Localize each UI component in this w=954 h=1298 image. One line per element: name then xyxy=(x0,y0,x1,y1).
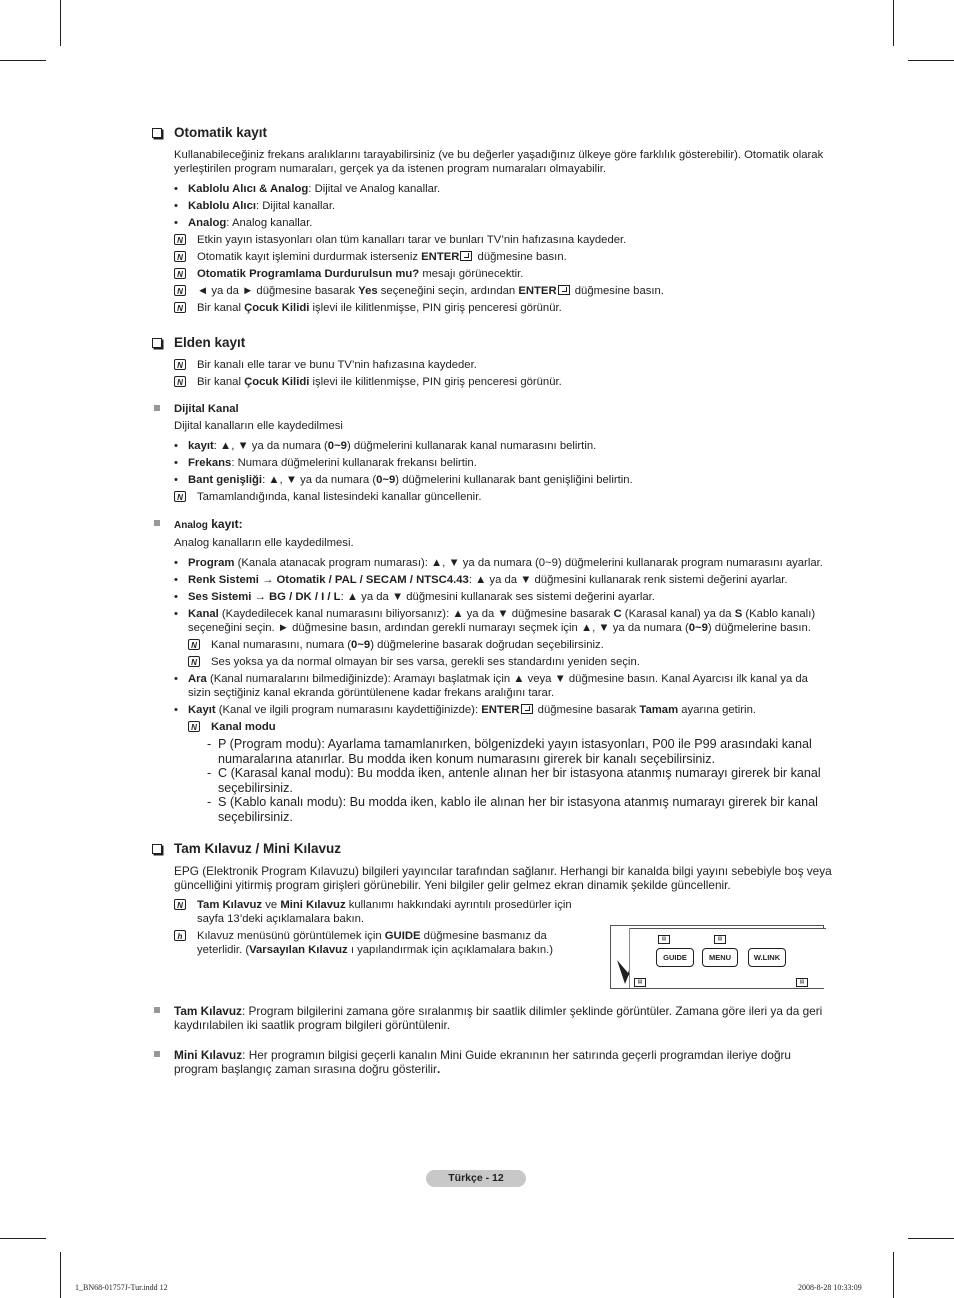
list-item: - S (Kablo kanalı modu): Bu modda iken, kablo ile alınan her bir istasyona atanmış numarayı girerek bir kanal seçebilirsiniz. xyxy=(207,795,832,824)
list-item: • Frekans: Numara düğmelerini kullanarak frekansı belirtin. xyxy=(174,456,832,470)
note: N Bir kanalı elle tarar ve bunu TV’nin hafızasına kaydeder. xyxy=(174,358,832,372)
note: h Kılavuz menüsünü görüntülemek için GUIDE düğmesine basmanız da yeterlidir. (Varsayılan Kılavuz ı yapılandırmak için açıklamalara bakın.) xyxy=(174,929,582,957)
crop-mark xyxy=(0,1238,46,1239)
note-icon: N xyxy=(174,234,186,245)
square-bullet-icon xyxy=(154,405,160,411)
note-icon: N xyxy=(174,268,186,279)
note-icon: N xyxy=(174,285,186,296)
note: N Kanal modu xyxy=(188,720,832,734)
crop-mark xyxy=(60,1252,61,1298)
section-title-kilavuz: Tam Kılavuz / Mini Kılavuz xyxy=(152,840,832,858)
note: N ◄ ya da ► düğmesine basarak Yes seçeneğini seçin, ardından ENTER düğmesine basın. xyxy=(174,284,832,298)
enter-icon xyxy=(558,285,570,295)
paragraph: Kullanabileceğiniz frekans aralıklarını tarayabilirsiniz (ve bu değerler yaşadığınız ülkeye göre farklılık gösterebilir). Otomatik olarak yerleştirilen program numaraları, gerçek ya da istenen program numaraları olmayabilir. xyxy=(174,149,824,175)
list-item: - P (Program modu): Ayarlama tamamlanırken, bölgenizdeki yayın istasyonları, P00 ile P99 arasındaki kanal numaralarına atanırlar. Bu modda iken konum numarasını girerek bir kanalı seçebilirsiniz. xyxy=(207,737,832,766)
crop-mark xyxy=(908,1238,954,1239)
note-icon: N xyxy=(174,359,186,370)
list-item: • Kayıt (Kanal ve ilgili program numarasını kaydettiğinizde): ENTER düğmesine basarak Tamam ayarına getirin. xyxy=(174,703,832,717)
bullet-list xyxy=(174,182,832,230)
subsection-title-analog: Analog kayıt: xyxy=(152,517,832,533)
crop-mark xyxy=(908,60,954,61)
list-item: - C (Karasal kanal modu): Bu modda iken, antenle alınan her bir istasyona atanmış numarayı girerek bir kanal seçebilirsiniz. xyxy=(207,766,832,795)
note: N Bir kanal Çocuk Kilidi işlevi ile kilitlenmişse, PIN giriş penceresi görünür. xyxy=(174,375,832,389)
footer-timestamp: 2008-8-28 10:33:09 xyxy=(798,1283,862,1292)
checkbox-bullet-icon xyxy=(152,844,162,854)
note-icon: N xyxy=(174,376,186,387)
paragraph-tam-kilavuz: Tam Kılavuz: Program bilgilerini zamana göre sıralanmış bir saatlik dilimler şeklinde görüntüler. Zamana göre ileri ya da geri kaydırılabilen iki saatlik program bilgileri görüntülenir. xyxy=(152,1004,832,1032)
crop-mark xyxy=(60,0,61,46)
remote-icon: ▤ xyxy=(714,935,726,944)
list-item: • Kablolu Alıcı & Analog: Dijital ve Analog kanallar. xyxy=(174,182,832,196)
enter-icon xyxy=(460,251,472,261)
list-item: • Ses Sistemi → BG / DK / I / L: ▲ ya da ▼ düğmesini kullanarak ses sistemi değerini ayarlar. xyxy=(174,590,832,604)
note-icon: N xyxy=(174,491,186,502)
note: N Otomatik Programlama Durdurulsun mu? mesajı görünecektir. xyxy=(174,267,832,281)
menu-button[interactable]: MENU xyxy=(702,948,738,967)
enter-icon xyxy=(521,704,533,714)
note: N Ses yoksa ya da normal olmayan bir ses varsa, gerekli ses standardını yeniden seçin. xyxy=(188,655,832,669)
guide-button[interactable]: GUIDE xyxy=(656,948,694,967)
crop-mark xyxy=(893,0,894,46)
subsection-title-dijital: Dijital Kanal xyxy=(152,402,832,416)
paragraph-mini-kilavuz: Mini Kılavuz: Her programın bilgisi geçerli kanalın Mini Guide ekranının her satırında geçerli programdan ileriye doğru program başlangıç zaman sırasına doğru gösterilir. xyxy=(152,1048,832,1076)
square-bullet-icon xyxy=(154,1007,160,1013)
note-icon: N xyxy=(188,639,200,650)
list-item: • Analog: Analog kanallar. xyxy=(174,216,832,230)
note: N Otomatik kayıt işlemini durdurmak isterseniz ENTER düğmesine basın. xyxy=(174,250,832,264)
hand-icon: h xyxy=(174,930,186,941)
crop-mark xyxy=(0,60,46,61)
list-item: • Kanal (Kaydedilecek kanal numarasını biliyorsanız): ▲ ya da ▼ düğmesine basarak C (Karasal kanal) ya da S (Kablo kanalı) seçeneğini seçin. ► düğmesine basın, ardından gerekli numarayı seçmek için ▲, ▼ ya da numara (0~9) düğmelerine basın. xyxy=(174,607,832,635)
checkbox-bullet-icon xyxy=(152,338,162,348)
note-icon: N xyxy=(188,721,200,732)
bullet-list xyxy=(174,672,832,717)
remote-control-illustration xyxy=(610,925,824,989)
square-bullet-icon xyxy=(154,1051,160,1057)
list-item: • Program (Kanala atanacak program numarası): ▲, ▼ ya da numara (0~9) düğmelerini kullanarak program numarasını ayarlar. xyxy=(174,556,832,570)
list-item: • Ara (Kanal numaralarını bilmediğinizde): Aramayı başlatmak için ▲ veya ▼ düğmesine basın. Kanal Ayarcısı ilk kanal ya da sizin seçtiğiniz kanal ekranda görüntülenene kadar frekans aralığını tarar. xyxy=(174,672,832,700)
square-bullet-icon xyxy=(154,520,160,526)
note: N Kanal numarasını, numara (0~9) düğmelerine basarak doğrudan seçebilirsiniz. xyxy=(188,638,832,652)
remote-body xyxy=(629,928,826,988)
remote-icon: ▤ xyxy=(658,935,670,944)
note-icon: N xyxy=(188,656,200,667)
section-title-elden-kayit: Elden kayıt xyxy=(152,334,832,352)
note: N Bir kanal Çocuk Kilidi işlevi ile kilitlenmişse, PIN giriş penceresi görünür. xyxy=(174,301,832,315)
remote-icon: ▤ xyxy=(634,978,646,987)
list-item: • Renk Sistemi → Otomatik / PAL / SECAM / NTSC4.43: ▲ ya da ▼ düğmesini kullanarak renk sistemi değerini ayarlar. xyxy=(174,573,832,587)
list-item: • kayıt: ▲, ▼ ya da numara (0~9) düğmelerini kullanarak kanal numarasını belirtin. xyxy=(174,439,832,453)
paragraph: Dijital kanalların elle kaydedilmesi xyxy=(174,420,343,432)
note: N Tamamlandığında, kanal listesindeki kanallar güncellenir. xyxy=(174,490,832,504)
footer-filename: 1_BN68-01757J-Tur.indd 12 xyxy=(75,1283,168,1292)
note-icon: N xyxy=(174,899,186,910)
note: N Etkin yayın istasyonları olan tüm kanalları tarar ve bunları TV’nin hafızasına kaydeder. xyxy=(174,233,832,247)
remote-icon: ▤ xyxy=(796,978,808,987)
note-icon: N xyxy=(174,251,186,262)
note: N Tam Kılavuz ve Mini Kılavuz kullanımı hakkındaki ayrıntılı prosedürler için sayfa 13’deki açıklamalara bakın. xyxy=(174,898,582,926)
bullet-list xyxy=(174,556,832,635)
bullet-list xyxy=(174,439,832,487)
list-item: • Kablolu Alıcı: Dijital kanallar. xyxy=(174,199,832,213)
section-title-otomatik-kayit: Otomatik kayıt xyxy=(152,124,832,142)
page-number-badge: Türkçe - 12 xyxy=(426,1170,526,1187)
paragraph: EPG (Elektronik Program Kılavuzu) bilgileri yayıncılar tarafından sağlanır. Herhangi bir kanalda bilgi yayını sebebiyle boş veya güncelliğini yitirmiş program girişleri görünebilir. Yeni bilgiler gelir gelmez ekran dinamik şekilde güncellenir. xyxy=(174,864,832,892)
crop-mark xyxy=(893,1252,894,1298)
note-icon: N xyxy=(174,302,186,313)
list-item: • Bant genişliği: ▲, ▼ ya da numara (0~9) düğmelerini kullanarak bant genişliğini belirtin. xyxy=(174,473,832,487)
wlink-button[interactable]: W.LINK xyxy=(748,948,786,967)
paragraph: Analog kanalların elle kaydedilmesi. xyxy=(174,537,354,549)
checkbox-bullet-icon xyxy=(152,128,162,138)
